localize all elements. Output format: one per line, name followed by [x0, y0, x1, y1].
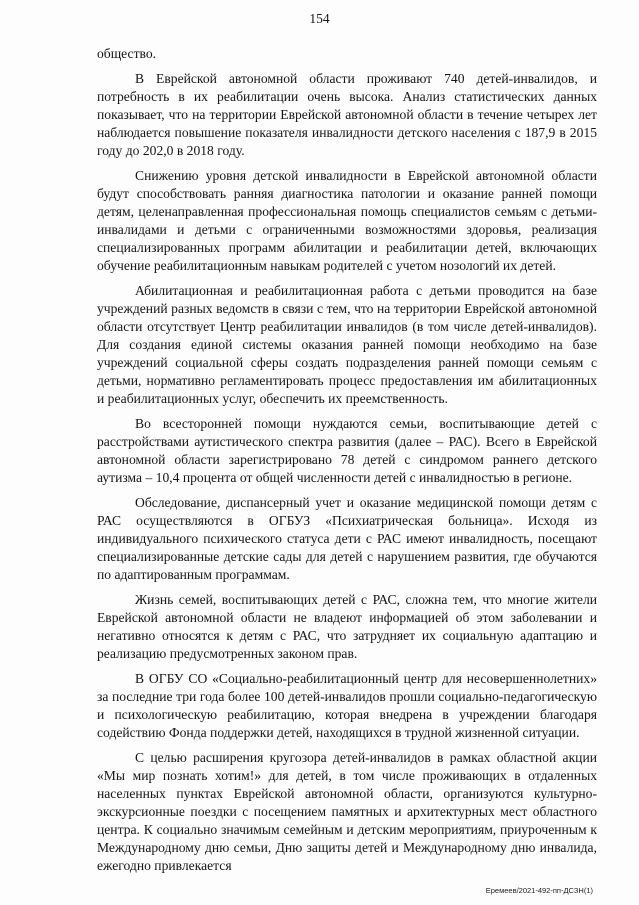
paragraph: Абилитационная и реабилитационная работа с детьми проводится на базе учреждений разных ведомств в связи с тем, что на территории Еврейской автономной области отсутствует Центр реабилитации инвалидов (в том числе детей-инвалидов). Для создания единой системы оказания ранней помощи необходимо на базе учреждений социальной сферы создать подразделения ранней помощи семьям с детьми, нормативно регламентировать процесс предоставления им абилитационных и реабилитационных услуг, обеспечить их преемственность. — [97, 283, 597, 406]
paragraph: Жизнь семей, воспитывающих детей с РАС, сложна тем, что многие жители Еврейской автономной области не владеют информацией об этом заболевании и негативно относятся к детям с РАС, что затрудняет их социальную адаптацию и реализацию предусмотренных законом прав. — [97, 592, 597, 661]
paragraph: Во всесторонней помощи нуждаются семьи, воспитывающие детей с расстройствами аутистического спектра развития (далее – РАС). Всего в Еврейской автономной области зарегистрировано 78 детей с синдромом раннего детского аутизма – 10,4 процента от общей численности детей с инвалидностью в регионе. — [97, 416, 597, 485]
page-number: 154 — [309, 11, 330, 26]
paragraph: общество. — [97, 46, 157, 61]
paragraph: Обследование, диспансерный учет и оказание медицинской помощи детям с РАС осуществляются в ОГБУЗ «Психиатрическая больница». Исходя из индивидуального психического статуса дети с РАС имеют инвалидность, посещают специализированные детские сады для детей с нарушением развития, где обучаются по адаптированным программам. — [97, 495, 597, 582]
document-body — [97, 45, 597, 882]
paragraph: Снижению уровня детской инвалидности в Еврейской автономной области будут способствовать ранняя диагностика патологии и оказание ранней помощи детям, целенаправленная профессиональная помощь специалистов семьям с детьми-инвалидами и детьми с ограниченными возможностями здоровья, реализация специализированных программ абилитации и реабилитации детей, включающих обучение реабилитационным навыкам родителей с учетом нозологий их детей. — [97, 168, 597, 273]
paragraph: В Еврейской автономной области проживают 740 детей-инвалидов, и потребность в их реабилитации очень высока. Анализ статистических данных показывает, что на территории Еврейской автономной области в течение четырех лет наблюдается повышение показателя инвалидности детского населения с 187,9 в 2015 году до 202,0 в 2018 году. — [97, 71, 597, 158]
paragraph: С целью расширения кругозора детей-инвалидов в рамках областной акции «Мы мир познать хотим!» для детей, в том числе проживающих в отдаленных населенных пунктах Еврейской автономной области, организуются культурно-экскурсионные поездки с посещением памятных и архитектурных мест областного центра. К социально значимым семейным и детским мероприятиям, приуроченным к Международному дню семьи, Дню защиты детей и Международному дню инвалида, ежегодно привлекается — [97, 750, 597, 873]
document-code: Еремеев/2021-492-пп-ДСЗН(1) — [485, 886, 593, 895]
paragraph: В ОГБУ СО «Социально-реабилитационный центр для несовершеннолетних» за последние три года более 100 детей-инвалидов прошли социально-педагогическую и психологическую реабилитацию, которая внедрена в учреждении благодаря содействию Фонда поддержки детей, находящихся в трудной жизненной ситуации. — [97, 671, 597, 740]
